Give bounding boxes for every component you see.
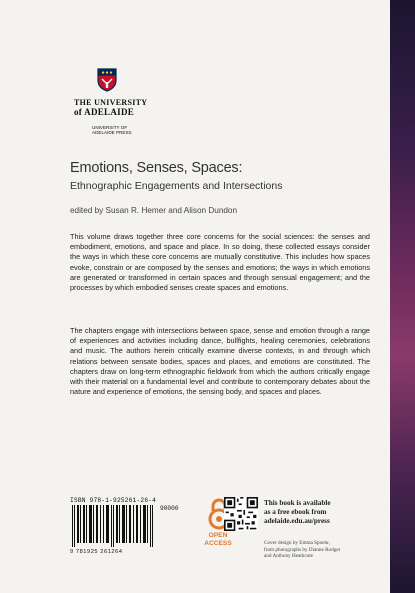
press-line-1: UNIVERSITY OF: [92, 125, 128, 130]
open-access-line-1: OPEN: [208, 532, 228, 539]
isbn-addon: 90000: [160, 505, 179, 512]
free-ebook-line-1: This book is available: [264, 499, 331, 507]
free-ebook-notice: [264, 499, 331, 526]
blurb-paragraph-2: The chapters engage with intersections between space, sense and emotion through a range of experiences and activities including dance, bullfights, healing ceremonies, celebrations and music. The authors herein critically examine diverse contexts, in and through which relations between sensate bodies, spaces and places, and emotions are constituted. The chapters draw on long-term ethnographic fieldwork from which the authors critically engage with their material on a fundamental level and contribute to contemporary debates about the nature and experience of emotions, the sensing body, and spaces and places.: [70, 326, 370, 397]
university-name: of ADELAIDE: [74, 107, 135, 117]
book-subtitle: Ethnographic Engagements and Intersections: [70, 180, 283, 192]
barcode-icon: [70, 505, 160, 547]
spine-edge: [390, 0, 415, 593]
university-crest-icon: [97, 68, 117, 92]
open-access-line-2: ACCESS: [204, 540, 232, 547]
free-ebook-url[interactable]: adelaide.edu.au/press: [264, 517, 330, 525]
book-title: Emotions, Senses, Spaces:: [70, 160, 243, 176]
book-editors: edited by Susan R. Hemer and Alison Dundon: [70, 206, 238, 215]
blurb-paragraph-1: This volume draws together three core concerns for the social sciences: the senses and embodiment, emotions, and space and place. In so doing, these collected essays consider the ways in which these core concerns are mutually constitutive. This includes how spaces evoke, constrain or are composed by the senses and emotions; the ways in which emotions are generated or transformed in certain spaces and through sensual engagement; and the processes by which embodied senses create spaces and emotions.: [70, 232, 370, 293]
credit-line-1: Cover design by Emma Spoehr,: [264, 540, 330, 546]
cover-credit: [264, 540, 340, 560]
qr-code-icon: [224, 497, 258, 531]
credit-line-2: from photographs by Dianne Rodger: [264, 546, 341, 553]
university-name-top: THE UNIVERSITY: [74, 98, 148, 107]
isbn-text: ISBN 978-1-925261-26-4: [70, 497, 157, 504]
press-line-2: ADELAIDE PRESS: [92, 130, 132, 136]
open-access-label: [198, 532, 238, 548]
free-ebook-line-2: as a free ebook from: [264, 508, 327, 516]
barcode-digits: 9 781925 261264: [70, 549, 123, 555]
press-name: [92, 125, 132, 136]
credit-line-3: and Anthony Heathcote: [264, 553, 313, 560]
barcode-block: [70, 497, 195, 555]
